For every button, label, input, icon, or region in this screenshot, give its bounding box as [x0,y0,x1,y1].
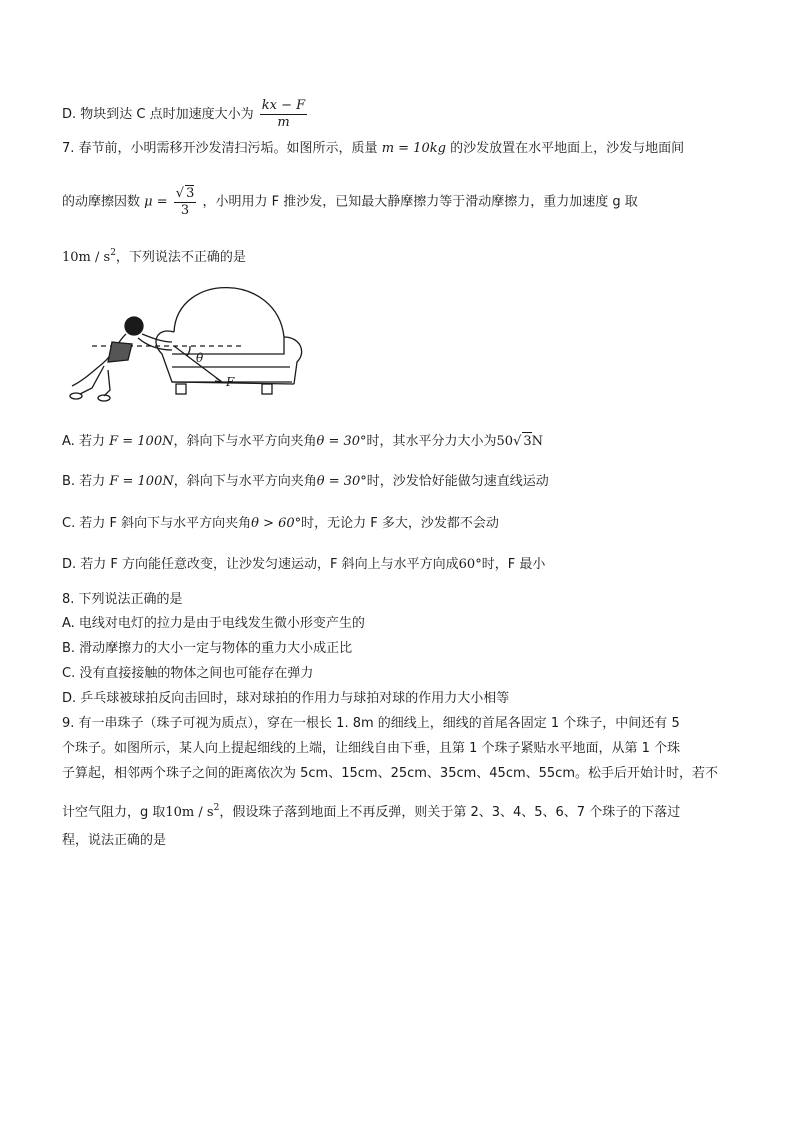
fraction [260,98,307,131]
q9-line2: 个珠子。如图所示，某人向上提起细线的上端，让细线自由下垂，且第 1 个珠子紧贴水平地面，从第 1 个珠 [62,741,681,756]
formula: 50 [496,434,514,449]
option-label: D. [62,107,77,122]
option-text: 时，其水平分力大小为 [366,434,497,449]
option-text: 若力 [78,434,105,449]
option-text: 时，无论力 F 多大，沙发都不会动 [301,516,499,531]
q8-option-c: C. 没有直接接触的物体之间也可能存在弹力 [62,666,314,681]
sofa-right-armrest [284,337,302,384]
theta-label: θ [196,351,204,365]
q9-line5: 程，说法正确的是 [62,833,167,848]
formula: 60° [458,557,482,572]
sofa-leg-right [262,384,272,394]
q7-option-b [62,473,549,491]
stem-text: 计空气阻力，g 取 [62,805,166,820]
q6-option-d [62,98,309,131]
exponent: 2 [110,248,116,258]
formula: F = 100N [109,434,174,449]
radicand: 3 [523,434,532,449]
radicand: 3 [186,186,195,201]
fraction-numerator: kx − F [261,98,306,113]
formula: N [531,434,544,449]
option-label: D. [62,557,77,572]
sofa-leg-left [176,384,186,394]
option-text: 时，沙发恰好能做匀速直线运动 [366,474,549,489]
option-text: 若力 F 方向能任意改变，让沙发匀速运动，F 斜向上与水平方向成 [80,557,459,572]
mu-numerator: √ 3 [175,186,195,201]
unit: 10m / s [62,250,111,265]
formula: θ = 30° [316,434,367,449]
q7-option-d [62,556,545,574]
exponent: 2 [213,803,220,813]
formula: θ = 30° [316,474,367,489]
sqrt-expr: √ 3 [513,434,532,449]
stem-text: ，小明用力 F 推沙发，已知最大静摩擦力等于滑动摩擦力，重力加速度 g 取 [202,194,638,210]
q8-option-d: D. 乒乓球被球拍反向击回时，球对球拍的作用力与球拍对球的作用力大小相等 [62,691,510,706]
option-label: A. [62,434,75,449]
q9-line1: 9. 有一串珠子（珠子可视为质点），穿在一根长 1. 8m 的细线上，细线的首尾各固定 1 个珠子，中间还有 5 [62,716,680,731]
sofa-left-armrest [156,331,292,382]
force-label: F [226,375,235,389]
option-text: 若力 [79,474,106,489]
stem-text: 7. 春节前，小明需移开沙发清扫污垢。如图所示，质量 [62,141,378,156]
q8-option-a: A. 电线对电灯的拉力是由于电线发生微小形变产生的 [62,616,365,631]
q9-line3: 子算起，相邻两个珠子之间的距离依次为 5cm、15cm、25cm、35cm、45cm、55cm。松手后开始计时，若不 [62,766,718,781]
fraction-denominator: m [277,115,290,130]
mass-formula: m = 10kg [381,141,446,156]
mu-fraction [174,185,197,219]
q7-stem-line1 [62,140,684,158]
mu-denominator: 3 [180,203,190,218]
q7-option-a [62,432,543,451]
option-text: 物块到达 C 点时加速度大小为 [80,107,254,122]
q8-stem: 8. 下列说法正确的是 [62,592,183,607]
q7-option-c [62,515,499,533]
stem-text: 的沙发放置在水平地面上，沙发与地面间 [450,141,685,156]
unit: 10m / s [165,805,214,820]
q7-stem-line3 [62,244,246,267]
mu-symbol: μ = [144,194,168,210]
formula: θ > 60° [251,516,302,531]
option-label: B. [62,474,76,489]
option-text: 若力 F 斜向下与水平方向夹角 [79,516,252,531]
q9-line4 [62,799,680,822]
boy-figure [70,317,172,401]
stem-text: ，假设珠子落到地面上不再反弹，则关于第 2、3、4、5、6、7 个珠子的下落过 [219,805,681,820]
q8-option-b: B. 滑动摩擦力的大小一定与物体的重力大小成正比 [62,641,353,656]
option-label: C. [62,516,76,531]
option-text: ，斜向下与水平方向夹角 [173,474,317,489]
formula: F = 100N [109,474,174,489]
option-text: ，斜向下与水平方向夹角 [173,434,317,449]
stem-text: 的动摩擦因数 [62,194,141,210]
sofa-push-figure [62,282,312,407]
sofa-back [174,288,284,337]
stem-text: ，下列说法不正确的是 [115,250,246,265]
q7-stem-line2 [62,185,638,219]
option-text: 时，F 最小 [481,557,546,572]
